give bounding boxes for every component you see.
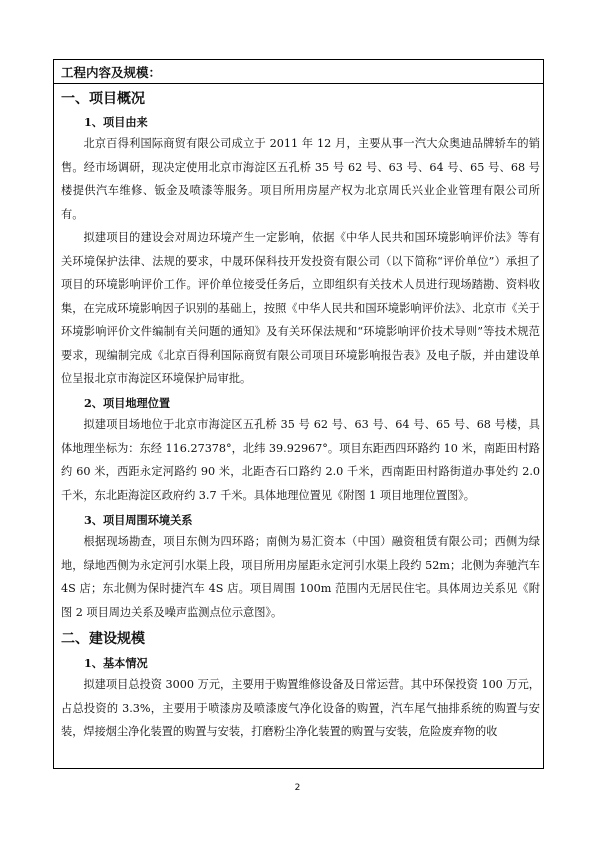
subsection-1-3-heading: 3、项目周围环境关系 [84, 513, 193, 527]
subsection-1-2-heading: 2、项目地理位置 [84, 396, 171, 410]
paragraph-project-origin-2: 拟建项目的建设会对周边环境产生一定影响，依据《中华人民共和国环境影响评价法》等有关环境保护法律、法规的要求，中晟环保科技开发投资有限公司（以下简称“评价单位”）承担了项目的环境影响评价工作。评价单位接受任务后，立即组织有关技术人员进行现场踏勘、资料收集，在完成环境影响因子识别的基础上，按照《中华人民共和国环境影响评价法》、北京市《关于环境影响评价文件编制有关问题的通知》及有关环保法规和“环境影响评价技术导则”等技术规范要求，现编制完成《北京百得利国际商贸有限公司项目环境影响报告表》及电子版，并由建设单位呈报北京市海淀区环境保护局审批。 [61, 231, 540, 385]
page-number: 2 [294, 783, 301, 793]
subsection-2-1-heading: 1、基本情况 [84, 656, 148, 670]
section-2-heading: 二、建设规模 [61, 631, 145, 647]
paragraph-surroundings: 根据现场勘查，项目东侧为四环路；南侧为易汇资本（中国）融资租赁有限公司；西侧为绿地，绿地西侧为永定河引水渠上段，项目所用房屋距永定河引水渠上段约 52m；北侧为奔驰汽车 4S 店；东北侧为保时捷汽车 4S 店。项目周围 100m 范围内无居民住宅。具体周边关系见《附图 2 项目周边关系及噪声监测点位示意图》。 [61, 535, 540, 619]
header-divider [54, 83, 543, 84]
subsection-1-1-heading: 1、项目由来 [84, 115, 148, 129]
section-header-title: 工程内容及规模： [61, 65, 162, 80]
paragraph-basic-info: 拟建项目总投资 3000 万元，主要用于购置维修设备及日常运营。其中环保投资 100 万元，占总投资的 3.3%，主要用于喷漆房及喷漆废气净化设备的购置，汽车尾气抽排系统的购置与安装，焊接烟尘净化装置的购置与安装，打磨粉尘净化装置的购置与安装，危险废弃物的收 [61, 678, 540, 738]
content-frame [53, 59, 544, 769]
paragraph-project-origin-1: 北京百得利国际商贸有限公司成立于 2011 年 12 月，主要从事一汽大众奥迪品牌轿车的销售。经市场调研，现决定使用北京市海淀区五孔桥 35 号 62 号、63 号、64 号、65 号、68 号楼提供汽车维修、钣金及喷漆等服务。项目所用房屋产权为北京周氏兴业企业管理有限公司所有。 [61, 137, 540, 221]
paragraph-location: 拟建项目场地位于北京市海淀区五孔桥 35 号 62 号、63 号、64 号、65 号、68 号楼，具体地理坐标为：东经 116.27378°，北纬 39.92967°。项目东距西四环路约 10 米，南距田村路约 60 米，西距永定河路约 90 米，北距杏石口路约 2.0 千米，西南距田村路街道办事处约 2.0 千米，东北距海淀区政府约 3.7 千米。具体地理位置见《附图 1 项目地理位置图》。 [61, 418, 540, 502]
section-1-heading: 一、项目概况 [61, 91, 145, 107]
